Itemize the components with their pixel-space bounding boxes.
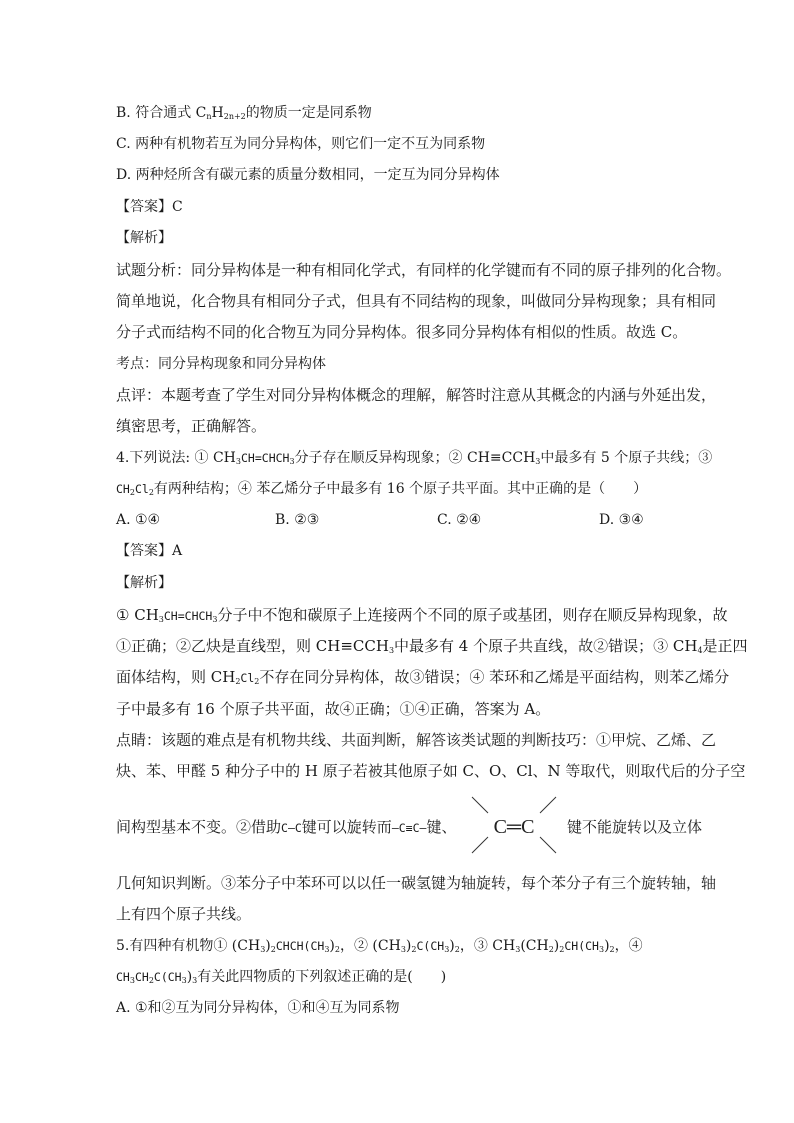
key-point-line-5: 上有四个原子共线。 (116, 905, 252, 923)
question-4-option-d: D. ③④ (599, 512, 644, 528)
key-point-line-3-tail: 键不能旋转以及立体 (567, 818, 703, 836)
question-5-line-1: 5.有四种有机物① $(CH_3)_2CHCH(CH_3)_2$，② $(CH_3)_2C(CH_3)_2$，③ $CH_3(CH_2)_2CH(CH_3)_2$，④ (116, 938, 643, 954)
bond-line-top-left (472, 797, 488, 813)
analysis-line-2: 简单地说，化合物具有相同分子式，但具有不同结构的现象，叫做同分异构现象；具有相同 (116, 292, 717, 310)
analysis-4-line-4: 子中最多有 16 个原子共平面，故④正确；①④正确，答案为 A。 (116, 700, 551, 718)
key-point-line-3: 间构型基本不变。②借助C—C键可以旋转而—C≡C—键、 (116, 818, 457, 836)
question-5-line-2: $CH_3CH_2C(CH_3)_3$有关此四物质的下列叙述正确的是( ) (116, 969, 447, 985)
bond-line-bottom-left (472, 837, 488, 853)
comment-line-1: 点评：本题考查了学生对同分异构体概念的理解，解答时注意从其概念的内涵与外延出发， (116, 386, 717, 404)
question-4-option-a: A. ①④ (116, 512, 161, 528)
analysis-4-line-3: 面体结构，则 $CH_2Cl_2$不存在同分异构体，故③错误；④ 苯环和乙烯是平面结构，则苯乙烯分 (116, 668, 730, 686)
answer-label-4: 【答案】A (116, 543, 183, 559)
bond-line-bottom-right (540, 837, 556, 853)
option-c-line: C. 两种有机物若互为同分异构体，则它们一定不互为同系物 (116, 136, 486, 152)
option-b-line: B. 符合通式 $C_nH_{2n+2}$的物质一定是同系物 (116, 105, 372, 121)
question-4-option-b: B. ②③ (275, 512, 320, 528)
key-point-line-2: 炔、苯、甲醛 5 种分子中的 H 原子若被其他原子如 C、O、Cl、N 等取代，则取代后的分子空 (116, 762, 746, 780)
question-5-option-a: A. ①和②互为同分异构体，①和④互为同系物 (116, 1000, 400, 1016)
option-d-line: D. 两种烃所含有碳元素的质量分数相同，一定互为同分异构体 (116, 167, 500, 183)
double-bond-label: C═C (493, 816, 535, 838)
comment-line-2: 缜密思考，正确解答。 (116, 417, 267, 435)
analysis-4-line-1: ① $CH_3CH=CHCH_3$分子中不饱和碳原子上连接两个不同的原子或基团，则存在顺反异构现象，故 (116, 606, 728, 624)
knowledge-point: 考点：同分异构现象和同分异构体 (116, 356, 326, 372)
bond-line-top-right (540, 797, 556, 813)
question-4-option-c: C. ②④ (437, 512, 482, 528)
question-4-line-1: 4.下列说法: ① $CH_3CH=CHCH_3$分子存在顺反异构现象；② $CH\equiv CCH_3$中最多有 5 个原子共线；③ (116, 450, 713, 466)
analysis-line-1: 试题分析：同分异构体是一种有相同化学式，有同样的化学键而有不同的原子排列的化合物。 (116, 261, 732, 279)
question-4-line-2: $CH_2Cl_2$有两种结构；④ 苯乙烯分子中最多有 16 个原子共平面。其中正确的是（ ） (116, 481, 648, 497)
key-point-line-4: 几何知识判断。③苯分子中苯环可以以任一碳氢键为轴旋转，每个苯分子有三个旋转轴，轴 (116, 874, 717, 892)
analysis-label: 【解析】 (116, 230, 172, 246)
double-bond-diagram (468, 795, 560, 857)
key-point-line-1: 点睛：该题的难点是有机物共线、共面判断，解答该类试题的判断技巧：①甲烷、乙烯、乙 (116, 731, 717, 749)
analysis-line-3: 分子式而结构不同的化合物互为同分异构体。很多同分异构体有相似的性质。故选 C。 (116, 323, 688, 341)
answer-label: 【答案】C (116, 199, 183, 215)
analysis-4-line-2: ①正确；②乙炔是直线型，则 $CH\equiv CCH_3$中最多有 4 个原子共直线，故②错误；③ $CH_4$是正四 (116, 637, 748, 655)
analysis-label-4: 【解析】 (116, 575, 172, 591)
